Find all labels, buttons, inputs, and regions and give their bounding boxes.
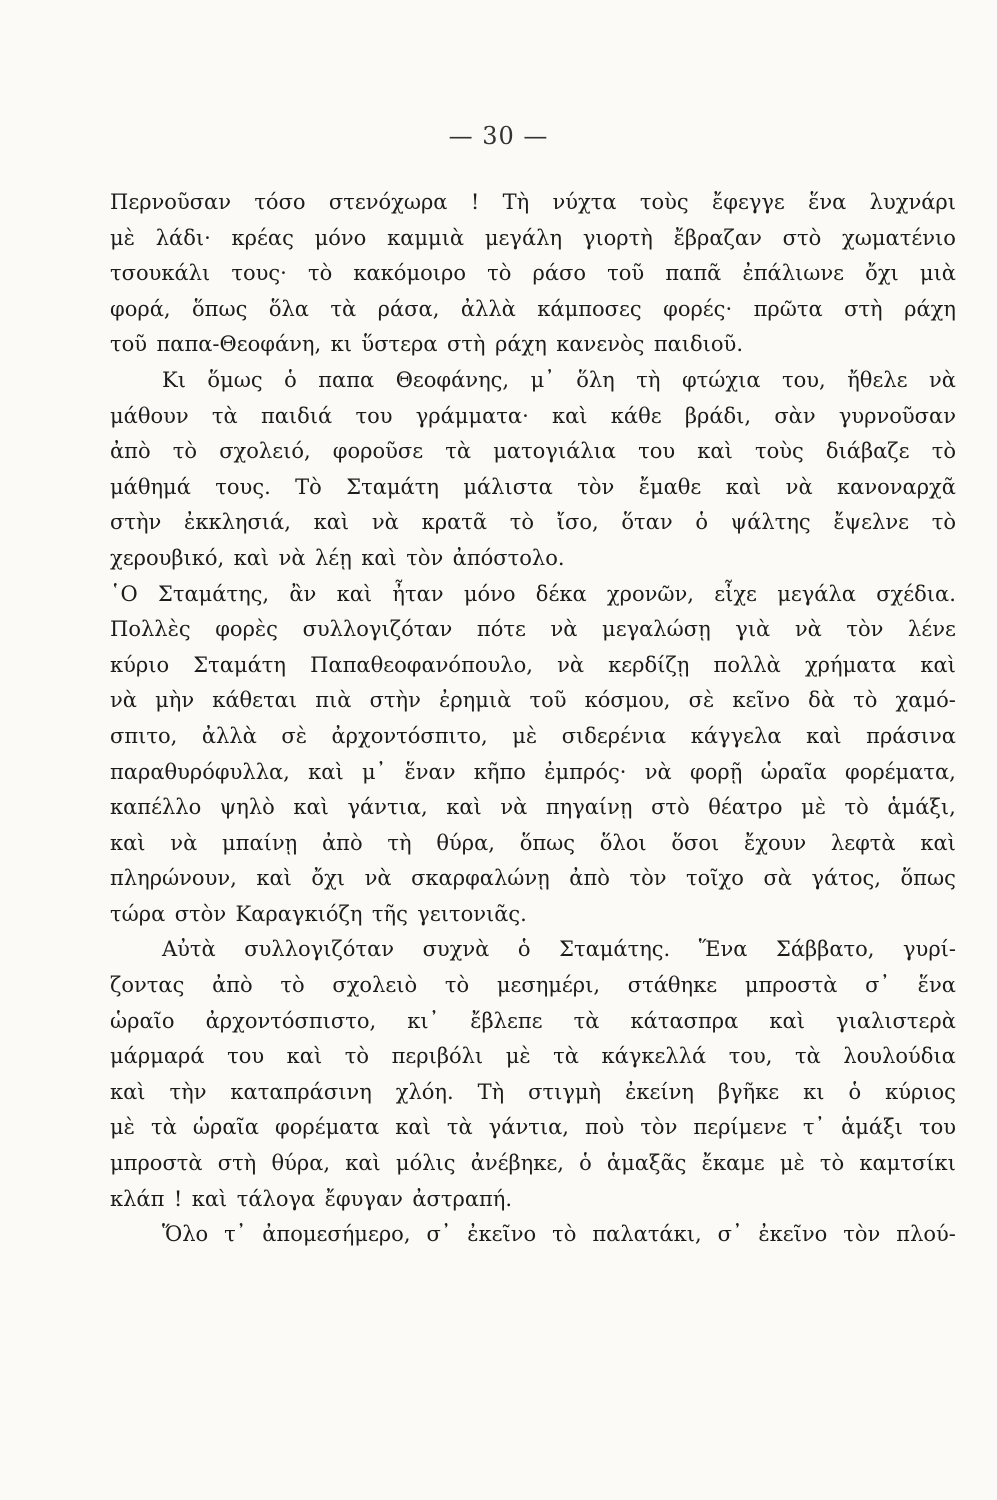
text-line: τσουκάλι τους· τὸ κακόμοιρο τὸ ράσο τοῦ παπᾶ ἐπάλιωνε ὄχι μιὰ xyxy=(110,261,956,286)
text-line: τοῦ παπα-Θεοφάνη, κι ὕστερα στὴ ράχη κανενὸς παιδιοῦ. xyxy=(110,332,743,357)
text-body xyxy=(110,185,956,1253)
text-line: μάθουν τὰ παιδιά του γράμματα· καὶ κάθε βράδι, σὰν γυρνοῦσαν xyxy=(110,403,956,428)
text-line: Κι ὅμως ὁ παπα Θεοφάνης, μ᾽ ὅλη τὴ φτώχια του, ἤθελε νὰ xyxy=(162,367,956,392)
text-line: τώρα στὸν Καραγκιόζη τῆς γειτονιᾶς. xyxy=(110,901,527,926)
text-line: καὶ νὰ μπαίνῃ ἀπὸ τὴ θύρα, ὅπως ὅλοι ὅσοι ἔχουν λεφτὰ καὶ xyxy=(110,830,956,855)
text-line: ζοντας ἀπὸ τὸ σχολειὸ τὸ μεσημέρι, στάθηκε μπροστὰ σ᾽ ἕνα xyxy=(110,973,956,998)
page-number: — 30 — xyxy=(448,122,549,150)
text-line: φορά, ὅπως ὅλα τὰ ράσα, ἀλλὰ κάμποσες φορές· πρῶτα στὴ ράχη xyxy=(110,296,956,321)
paragraph xyxy=(110,577,956,933)
paragraph xyxy=(110,1217,956,1253)
text-line: Περνοῦσαν τόσο στενόχωρα ! Τὴ νύχτα τοὺς ἔφεγγε ἕνα λυχνάρι xyxy=(110,190,956,214)
text-line: μὲ τὰ ὡραῖα φορέματα καὶ τὰ γάντια, ποὺ τὸν περίμενε τ᾽ ἁμάξι του xyxy=(110,1115,956,1140)
text-line: καὶ τὴν καταπράσινη χλόη. Τὴ στιγμὴ ἐκείνη βγῆκε κι ὁ κύριος xyxy=(110,1079,956,1104)
text-line: ὡραῖο ἀρχοντόσπιστο, κι᾽ ἔβλεπε τὰ κάτασπρα καὶ γιαλιστερὰ xyxy=(110,1008,956,1033)
paragraph xyxy=(110,185,956,363)
text-line: μπροστὰ στὴ θύρα, καὶ μόλις ἀνέβηκε, ὁ ἁμαξᾶς ἔκαμε μὲ τὸ καμτσίκι xyxy=(110,1151,956,1176)
text-line: ἀπὸ τὸ σχολειό, φοροῦσε τὰ ματογιάλια του καὶ τοὺς διάβαζε τὸ xyxy=(110,439,956,464)
text-line: Ὅλο τ᾽ ἀπομεσήμερο, σ᾽ ἐκεῖνο τὸ παλατάκι, σ᾽ ἐκεῖνο τὸν πλού- xyxy=(162,1222,956,1247)
text-line: μάθημά τους. Τὸ Σταμάτη μάλιστα τὸν ἔμαθε καὶ νὰ κανοναρχᾶ xyxy=(110,474,956,499)
text-line: σπιτο, ἀλλὰ σὲ ἀρχοντόσπιτο, μὲ σιδερένια κάγγελα καὶ πράσινα xyxy=(110,723,956,748)
text-line: κλάπ ! καὶ τάλογα ἔφυγαν ἀστραπή. xyxy=(110,1186,513,1211)
text-line: καπέλλο ψηλὸ καὶ γάντια, καὶ νὰ πηγαίνῃ στὸ θέατρο μὲ τὸ ἁμάξι, xyxy=(110,795,956,820)
text-line: Αὐτὰ συλλογιζόταν συχνὰ ὁ Σταμάτης. Ἕνα Σάββατο, γυρί- xyxy=(162,937,956,962)
paragraph xyxy=(110,363,956,577)
text-line: μάρμαρά του καὶ τὸ περιβόλι μὲ τὰ κάγκελλά του, τὰ λουλούδια xyxy=(110,1044,956,1069)
text-line: Πολλὲς φορὲς συλλογιζόταν πότε νὰ μεγαλώσῃ γιὰ νὰ τὸν λένε xyxy=(110,617,956,642)
text-line: παραθυρόφυλλα, καὶ μ᾽ ἕναν κῆπο ἐμπρός· νὰ φορῇ ὡραῖα φορέματα, xyxy=(110,759,956,784)
text-line: μὲ λάδι· κρέας μόνο καμμιὰ μεγάλη γιορτὴ ἔβραζαν στὸ χωματένιο xyxy=(110,225,956,250)
text-line: πληρώνουν, καὶ ὄχι νὰ σκαρφαλώνῃ ἀπὸ τὸν τοῖχο σὰ γάτος, ὅπως xyxy=(110,866,956,891)
text-line: ῾Ο Σταμάτης, ἂν καὶ ἦταν μόνο δέκα χρονῶν, εἶχε μεγάλα σχέδια. xyxy=(110,581,956,606)
text-line: στὴν ἐκκλησιά, καὶ νὰ κρατᾶ τὸ ἴσο, ὅταν ὁ ψάλτης ἔψελνε τὸ xyxy=(110,510,956,535)
text-line: χερουβικό, καὶ νὰ λέῃ καὶ τὸν ἀπόστολο. xyxy=(110,545,565,570)
text-line: νὰ μὴν κάθεται πιὰ στὴν ἐρημιὰ τοῦ κόσμου, σὲ κεῖνο δὰ τὸ χαμό- xyxy=(110,688,956,713)
text-line: κύριο Σταμάτη Παπαθεοφανόπουλο, νὰ κερδίζῃ πολλὰ χρήματα καὶ xyxy=(110,652,956,677)
paragraph xyxy=(110,932,956,1217)
